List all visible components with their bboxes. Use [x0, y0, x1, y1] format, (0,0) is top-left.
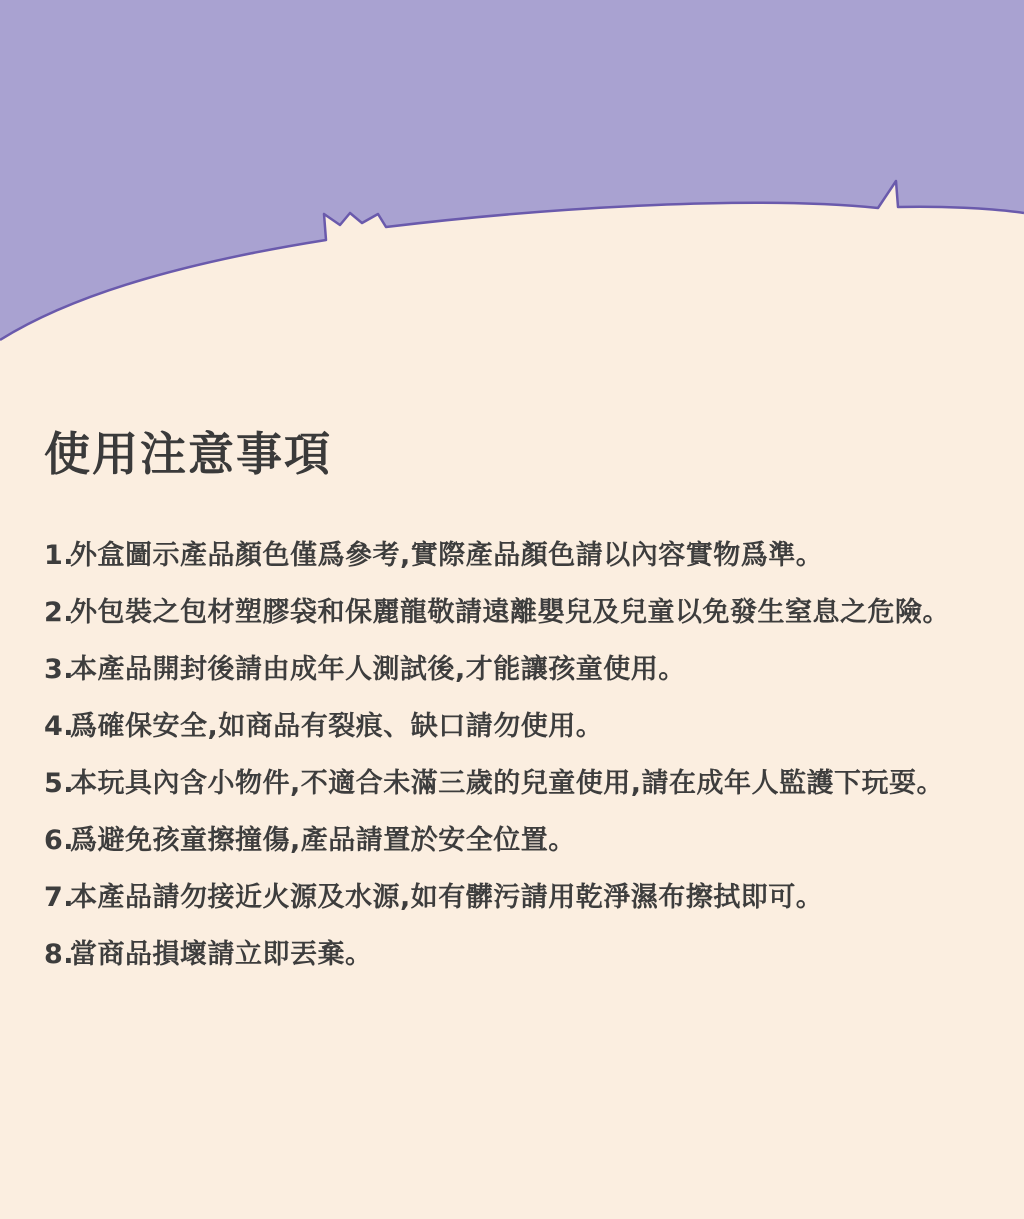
notice-item-8 — [44, 926, 984, 983]
notice-item-7 — [44, 869, 984, 926]
notice-number: 6. — [44, 825, 75, 856]
notice-text: 爲避免孩童擦撞傷,產品請置於安全位置。 — [70, 825, 576, 856]
header-wave-band — [0, 0, 1024, 360]
notice-number: 7. — [44, 882, 75, 913]
notice-number: 2. — [44, 597, 75, 628]
notice-number: 4. — [44, 711, 75, 742]
notice-text: 本產品開封後請由成年人測試後,才能讓孩童使用。 — [70, 654, 686, 685]
notice-text: 本產品請勿接近火源及水源,如有髒污請用乾淨濕布擦拭即可。 — [70, 882, 824, 913]
notice-item-6 — [44, 812, 984, 869]
notice-number: 8. — [44, 939, 75, 970]
notice-item-4 — [44, 698, 984, 755]
notice-number: 3. — [44, 654, 75, 685]
notice-item-3 — [44, 641, 984, 698]
notice-text: 外包裝之包材塑膠袋和保麗龍敬請遠離嬰兒及兒童以免發生窒息之危險。 — [70, 597, 950, 628]
header-wave-fill — [0, 0, 1024, 340]
notice-item-2 — [44, 584, 984, 641]
page-title: 使用注意事項 — [44, 427, 332, 481]
notice-text: 外盒圖示產品顏色僅爲參考,實際產品顏色請以內容實物爲準。 — [70, 540, 824, 571]
notice-item-1 — [44, 527, 984, 584]
notice-list — [44, 527, 984, 983]
notice-number: 5. — [44, 768, 75, 799]
notice-text: 本玩具內含小物件,不適合未滿三歲的兒童使用,請在成年人監護下玩耍。 — [70, 768, 945, 799]
notice-number: 1. — [44, 540, 75, 571]
notice-item-5 — [44, 755, 984, 812]
notice-text: 當商品損壞請立即丟棄。 — [70, 939, 373, 970]
notice-text: 爲確保安全,如商品有裂痕、缺口請勿使用。 — [70, 711, 604, 742]
